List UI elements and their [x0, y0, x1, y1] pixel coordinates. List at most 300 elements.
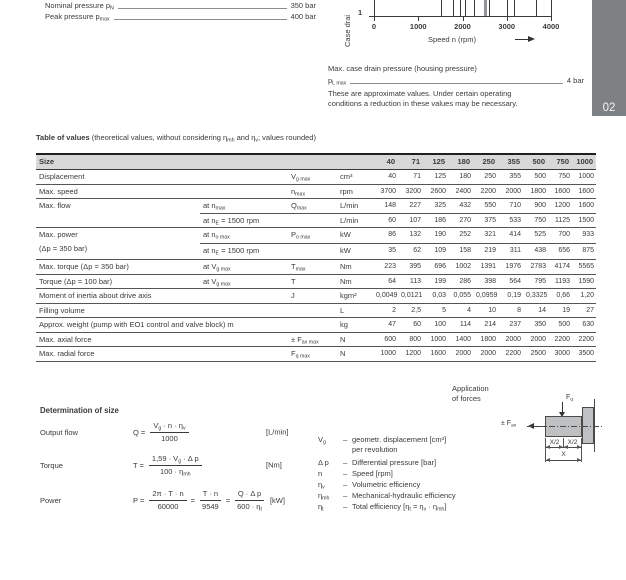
table-cell-value: 375 [473, 213, 498, 228]
legend-symbol: $\eta_t$ [318, 502, 324, 513]
table-cell-value: 219 [473, 244, 498, 260]
table-cell-value: 3000 [548, 347, 572, 362]
forces-title-line2: of forces [452, 394, 481, 403]
table-cell-value: 2 [373, 303, 398, 318]
table-cell-value: 2000 [448, 347, 473, 362]
table-cell-value: 190 [423, 228, 448, 244]
table-cell-value: 933 [572, 228, 596, 244]
legend-item [318, 480, 500, 490]
table-cell-label [36, 289, 288, 304]
table-cell-value: 438 [523, 244, 548, 260]
legend-dash: – [343, 435, 348, 444]
table-cell-unit: L [337, 303, 373, 318]
table-cell-value: 62 [398, 244, 423, 260]
table-cell-condition: at $V_{g max}$ [200, 260, 288, 275]
legend-symbol: Δ p [318, 458, 329, 467]
formula-unit: [kW] [269, 495, 285, 505]
table-cell-value: 3700 [373, 184, 398, 199]
table-cell-value: 875 [572, 244, 596, 260]
fraction [234, 489, 265, 511]
chart-curve-line [460, 0, 461, 16]
table-cell-condition: at $n_E = 1500$ rpm [200, 244, 288, 260]
table-cell-symbol: $P_{o max}$ [288, 228, 337, 244]
table-cell-value: 2200 [498, 347, 523, 362]
table-cell-value: 2200 [473, 184, 498, 199]
table-cell-value: 500 [523, 170, 548, 185]
table-cell-label [36, 347, 288, 362]
fraction [150, 421, 188, 443]
table-cell-value: 350 [523, 318, 548, 333]
pressure-specs [45, 1, 316, 22]
table-header-size-value: 40 [373, 154, 398, 170]
dimension-label-x2-left: X/2 [549, 439, 560, 446]
table-cell-value: 180 [448, 170, 473, 185]
table-cell-unit: Nm [337, 274, 373, 289]
table-cell-value: 1125 [548, 213, 572, 228]
table-header-size-value: 750 [548, 154, 572, 170]
table-cell-symbol: $Q_{max}$ [288, 199, 337, 214]
table-cell-unit: L/min [337, 213, 373, 228]
fraction-numerator: $V_g \cdot n \cdot \eta_v$ [150, 421, 188, 433]
legend-description: geometr. displacement [cm³] per revolution [352, 435, 500, 455]
chart-x-tick-mark [418, 17, 419, 21]
table-cell-value: 5565 [572, 260, 596, 275]
chart-plot-area [374, 0, 552, 17]
table-cell-value: 237 [498, 318, 523, 333]
fraction-numerator: T · n [200, 489, 221, 501]
table-cell-symbol: $T_{max}$ [288, 260, 337, 275]
table-cell-value: 1500 [572, 213, 596, 228]
table-cell-label [36, 318, 337, 333]
table-cell-symbol [288, 244, 337, 260]
symbol-legend [318, 435, 500, 513]
fraction-denominator: $100 \cdot \eta_{mh}$ [159, 467, 191, 478]
chart-x-tick-mark [551, 17, 552, 21]
table-cell-unit: N [337, 347, 373, 362]
chart-curve-line [465, 0, 466, 16]
forces-title-line1: Application [452, 384, 489, 393]
legend-dash: – [343, 469, 348, 478]
table-cell-unit: kW [337, 244, 373, 260]
table-row [36, 289, 596, 304]
dim-arrowhead-icon [559, 445, 563, 449]
table-cell-value: 199 [423, 274, 448, 289]
table-cell-symbol: $V_{g max}$ [288, 170, 337, 185]
table-cell-value: 10 [473, 303, 498, 318]
legend-item [318, 502, 500, 512]
table-cell-value: 700 [548, 228, 572, 244]
dimension-label-x2-right: X/2 [567, 439, 578, 446]
table-cell-condition: at $n_{max}$ [200, 199, 288, 214]
table-label-line: Max. speed [39, 186, 78, 196]
formula-label: Power [40, 495, 62, 505]
table-cell-value: 750 [548, 170, 572, 185]
spec-label: Peak pressure $p_{max}$ [45, 11, 110, 23]
fraction-numerator: $1,59 \cdot V_g \cdot \Delta$ p [149, 454, 202, 466]
table-cell-value: 2200 [548, 332, 572, 347]
table-cell-unit: L/min [337, 199, 373, 214]
table-cell-value: 19 [548, 303, 572, 318]
legend-dash: – [343, 502, 348, 511]
table-label-line: Torque (Δp = 100 bar) [39, 276, 113, 286]
table-cell-value: 35 [373, 244, 398, 260]
table-cell-value: 525 [523, 228, 548, 244]
table-cell-value: 1800 [473, 332, 498, 347]
dim-arrowhead-icon [577, 458, 581, 462]
case-drain-value: 4 bar [566, 76, 584, 85]
table-cell-value: 158 [448, 244, 473, 260]
spec-row [45, 12, 316, 22]
table-cell-value: 214 [473, 318, 498, 333]
dimension-label-x: X [561, 451, 566, 458]
legend-item [318, 491, 500, 501]
table-cell-label [36, 184, 288, 199]
table-cell-value: 696 [423, 260, 448, 275]
table-cell-value: 432 [448, 199, 473, 214]
table-cell-label [36, 199, 200, 228]
fax-force-label: ± $F_{ax}$ [501, 420, 517, 429]
table-cell-value: 2783 [523, 260, 548, 275]
table-cell-value: 27 [572, 303, 596, 318]
table-cell-value: 311 [498, 244, 523, 260]
fraction-denominator: 60000 [157, 502, 179, 511]
chapter-tab [592, 0, 626, 116]
table-cell-value: 86 [373, 228, 398, 244]
table-cell-unit: N [337, 332, 373, 347]
fraction-denominator: $600 \cdot \eta_t$ [237, 502, 262, 513]
table-cell-value: 321 [473, 228, 498, 244]
table-label-line: Filling volume [39, 305, 85, 315]
table-label-line: Max. power [39, 230, 78, 239]
table-cell-value: 109 [423, 244, 448, 260]
table-cell-unit: kg [337, 318, 373, 333]
table-header-size: Size [36, 154, 373, 170]
axis-arrowhead-icon [528, 36, 535, 42]
chart-curve-line [453, 0, 454, 16]
table-cell-value: 114 [448, 318, 473, 333]
case-drain-symbol: $p_{L max}$ [328, 76, 347, 87]
legend-symbol: $V_g$ [318, 435, 326, 446]
table-cell-value: 47 [373, 318, 398, 333]
table-cell-label [36, 332, 288, 347]
dim-arrowhead-icon [577, 445, 581, 449]
table-cell-value: 186 [423, 213, 448, 228]
table-header-row [36, 154, 596, 170]
legend-dash: – [343, 480, 348, 489]
chart-curve-line [514, 0, 515, 16]
table-cell-value: 795 [523, 274, 548, 289]
table-cell-value: 0,03 [423, 289, 448, 304]
table-cell-value: 1400 [448, 332, 473, 347]
table-cell-value: 2500 [523, 347, 548, 362]
table-cell-value: 325 [423, 199, 448, 214]
table-cell-label [36, 260, 200, 275]
table-cell-symbol: ± $F_{ax max}$ [288, 332, 337, 347]
chart-x-tick-label: 2000 [454, 22, 471, 31]
table-cell-value: 1,20 [572, 289, 596, 304]
formula-torque [40, 449, 342, 481]
table-cell-symbol [288, 213, 337, 228]
table-cell-symbol: $n_{max}$ [288, 184, 337, 199]
table-cell-value: 564 [498, 274, 523, 289]
table-cell-value: 900 [523, 199, 548, 214]
chart-curve-line [441, 0, 442, 16]
table-cell-value: 1200 [398, 347, 423, 362]
table-title [36, 133, 316, 142]
spec-row [45, 1, 316, 11]
legend-item [318, 435, 500, 455]
table-header-size-value: 500 [523, 154, 548, 170]
table-cell-value: 14 [523, 303, 548, 318]
formula-lhs: Q = [133, 427, 146, 437]
dim-arrowhead-icon [546, 445, 550, 449]
table-cell-unit: kW [337, 228, 373, 244]
table-cell-value: 286 [448, 274, 473, 289]
table-header-size-value: 1000 [572, 154, 596, 170]
table-cell-value: 5 [423, 303, 448, 318]
table-row [36, 170, 596, 185]
formula-lhs: T = [133, 460, 144, 470]
table-cell-value: 1002 [448, 260, 473, 275]
table-cell-unit: Nm [337, 260, 373, 275]
table-cell-value: 500 [548, 318, 572, 333]
table-cell-value: 0,19 [498, 289, 523, 304]
table-cell-label [36, 170, 288, 185]
table-cell-value: 4 [448, 303, 473, 318]
table-cell-value: 1200 [548, 199, 572, 214]
values-table [36, 153, 596, 362]
table-cell-value: 414 [498, 228, 523, 244]
leader-line [114, 19, 287, 20]
fraction-denominator: 9549 [202, 502, 219, 511]
fraction [149, 454, 202, 476]
table-cell-value: 227 [398, 199, 423, 214]
table-row [36, 260, 596, 275]
formula-label: Torque [40, 460, 63, 470]
equals-sign: = [225, 495, 231, 505]
centerline [527, 426, 603, 427]
table-cell-value: 0,0959 [473, 289, 498, 304]
table-cell-value: 3500 [572, 347, 596, 362]
table-cell-value: 1800 [523, 184, 548, 199]
chart-x-tick-mark [463, 17, 464, 21]
table-label-line: Max. torque (Δp = 350 bar) [39, 262, 129, 271]
forces-title [452, 384, 489, 404]
table-cell-value: 1600 [548, 184, 572, 199]
table-cell-value: 1391 [473, 260, 498, 275]
table-cell-value: 1600 [572, 199, 596, 214]
formula-unit: [Nm] [266, 460, 282, 470]
legend-symbol: $\eta_v$ [318, 480, 325, 491]
chart-x-axis-label: Speed n (rpm) [428, 35, 476, 44]
legend-description: Differential pressure [bar] [352, 458, 437, 467]
table-label-line: Max. flow [39, 201, 71, 210]
table-label-line: Moment of inertia about drive axis [39, 291, 152, 300]
determination-heading: Determination of size [40, 406, 119, 415]
chart-x-tick-mark [374, 17, 375, 21]
table-cell-value: 2000 [473, 347, 498, 362]
table-cell-value: 60 [373, 213, 398, 228]
table-cell-value: 0,0049 [373, 289, 398, 304]
spec-value: 400 bar [290, 11, 316, 21]
table-cell-value: 223 [373, 260, 398, 275]
formula-label: Output flow [40, 427, 78, 437]
table-cell-condition: at $V_{g max}$ [200, 274, 288, 289]
table-row [36, 347, 596, 362]
table-cell-value: 60 [398, 318, 423, 333]
chart-y-axis-label: Case drai [343, 14, 352, 47]
values-table-body [36, 170, 596, 362]
table-cell-value: 40 [373, 170, 398, 185]
table-cell-value: 355 [498, 170, 523, 185]
table-cell-value: 750 [523, 213, 548, 228]
table-cell-value: 630 [572, 318, 596, 333]
table-row [36, 318, 596, 333]
table-cell-value: 550 [473, 199, 498, 214]
table-cell-value: 2000 [523, 332, 548, 347]
case-drain-heading: Max. case drain pressure (housing pressure) [328, 64, 477, 73]
legend-dash: – [343, 458, 348, 467]
table-cell-value: 533 [498, 213, 523, 228]
chart-curve-line [489, 0, 490, 16]
table-cell-value: 710 [498, 199, 523, 214]
table-cell-value: 8 [498, 303, 523, 318]
table-cell-value: 1976 [498, 260, 523, 275]
table-cell-value: 100 [423, 318, 448, 333]
chart-x-tick-label: 3000 [498, 22, 516, 31]
chart-x-tick-label: 1000 [409, 22, 427, 31]
fraction-numerator: 2π · T · n [149, 489, 186, 501]
values-table-head [36, 154, 596, 170]
fraction [199, 489, 222, 511]
table-cell-value: 656 [548, 244, 572, 260]
table-cell-condition: at $n_{o max}$ [200, 228, 288, 244]
table-cell-value: 1590 [572, 274, 596, 289]
legend-symbol: $\eta_{mh}$ [318, 491, 330, 502]
chart-curve-line [507, 0, 508, 16]
table-cell-label [36, 274, 200, 289]
table-cell-unit: rpm [337, 184, 373, 199]
fraction [149, 489, 186, 511]
legend-description: Total efficiency $[\eta_t = \eta_v \cdot \eta_{mh}]$ [352, 502, 447, 513]
table-cell-value: 107 [398, 213, 423, 228]
table-label-line: Approx. weight (pump with EO1 control and valve block) m [39, 320, 234, 329]
case-drain-note-line2: conditions a reduction in these values may be necessary. [328, 99, 518, 108]
table-cell-value: 2000 [498, 184, 523, 199]
chart-curve-line [536, 0, 537, 16]
table-cell-value: 1000 [572, 170, 596, 185]
table-cell-value: 252 [448, 228, 473, 244]
legend-description: Speed [rpm] [352, 469, 393, 478]
table-title-note: (theoretical values, without considering $\eta_{mh}$ and $\eta_v$; values rounded) [89, 133, 316, 144]
legend-description: Volumetric efficiency [352, 480, 421, 489]
spec-label: Nominal pressure $p_N$ [45, 1, 114, 12]
table-cell-value: 1000 [423, 332, 448, 347]
table-cell-value: 125 [423, 170, 448, 185]
table-header-size-value: 125 [423, 154, 448, 170]
table-cell-value: 1193 [548, 274, 572, 289]
legend-dash: – [343, 491, 348, 500]
table-cell-value: 0,3325 [523, 289, 548, 304]
table-cell-symbol: J [288, 289, 337, 304]
spec-value: 350 bar [290, 1, 316, 10]
table-cell-value: 2600 [423, 184, 448, 199]
table-title-bold: Table of values [36, 133, 90, 142]
equals-sign: = [190, 495, 196, 505]
fq-force-label: $F_q$ [566, 394, 574, 403]
table-cell-symbol: $F_{q max}$ [288, 347, 337, 362]
chart-curve-line [474, 0, 475, 16]
table-cell-value: 270 [448, 213, 473, 228]
case-drain-block [328, 64, 584, 110]
chart-x-tick-mark [507, 17, 508, 21]
table-cell-label [36, 303, 337, 318]
table-cell-symbol: T [288, 274, 337, 289]
chart-x-tick-label: 0 [371, 22, 377, 31]
table-cell-value: 1000 [373, 347, 398, 362]
table-cell-value: 0,0121 [398, 289, 423, 304]
table-row [36, 303, 596, 318]
table-row [36, 184, 596, 199]
fraction-numerator: Q · Δ p [235, 489, 264, 501]
table-cell-value: 1600 [572, 184, 596, 199]
fraction-denominator: 1000 [161, 434, 178, 443]
chart-y-tick-label: 1 [358, 8, 363, 17]
case-drain-note-line1: These are approximate values. Under certain operating [328, 88, 512, 98]
table-cell-value: 0,66 [548, 289, 572, 304]
table-label-line: Max. radial force [39, 349, 95, 358]
table-cell-value: 398 [473, 274, 498, 289]
table-cell-value: 250 [473, 170, 498, 185]
formula-lhs: P = [133, 495, 145, 505]
table-cell-value: 2000 [498, 332, 523, 347]
table-cell-value: 800 [398, 332, 423, 347]
table-cell-value: 71 [398, 170, 423, 185]
table-cell-value: 0,055 [448, 289, 473, 304]
table-cell-value: 1600 [423, 347, 448, 362]
case-drain-spec-row [328, 76, 584, 86]
legend-symbol: n [318, 469, 323, 478]
legend-description: Mechanical-hydraulic efficiency [352, 491, 456, 500]
table-cell-value: 132 [398, 228, 423, 244]
table-cell-value: 3200 [398, 184, 423, 199]
table-cell-value: 600 [373, 332, 398, 347]
table-label-line: (Δp = 350 bar) [39, 243, 88, 253]
formula-unit: [L/min] [266, 427, 289, 437]
table-cell-value: 2200 [572, 332, 596, 347]
dimension-line-x [546, 460, 581, 461]
table-cell-unit: kgm² [337, 289, 373, 304]
table-cell-value: 113 [398, 274, 423, 289]
chapter-tab-label: 02 [602, 102, 616, 114]
table-header-size-value: 250 [473, 154, 498, 170]
table-row [36, 228, 596, 244]
legend-description-line2: per revolution [352, 445, 398, 454]
table-cell-value: 64 [373, 274, 398, 289]
table-label-line: Displacement [39, 172, 85, 181]
table-cell-value: 2,5 [398, 303, 423, 318]
table-cell-value: 395 [398, 260, 423, 275]
table-row [36, 332, 596, 347]
formula-output-flow [40, 417, 342, 447]
legend-item [318, 458, 500, 468]
table-row [36, 199, 596, 214]
table-label-line: Max. axial force [39, 334, 92, 344]
table-cell-value: 4174 [548, 260, 572, 275]
axis-arrow-icon [515, 39, 528, 40]
leader-line [350, 83, 563, 84]
dim-arrowhead-icon [564, 445, 568, 449]
